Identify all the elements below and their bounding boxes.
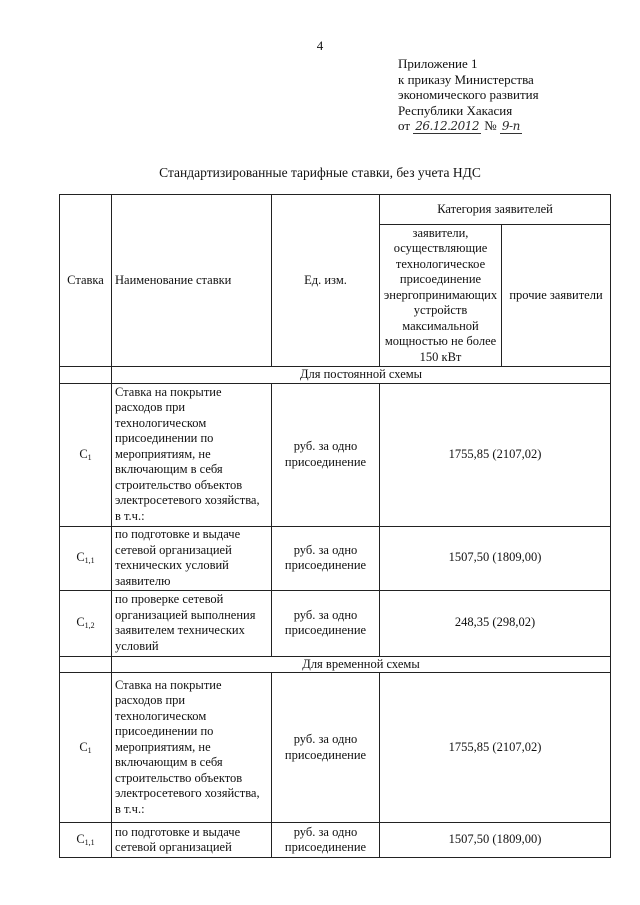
header-category: Категория заявителей [380,195,611,225]
appendix-line-1: Приложение 1 [398,56,478,71]
table-row [60,590,611,656]
table-row [60,673,611,823]
rate-code: $C_{1,2}$ [60,590,112,656]
section-spacer [60,656,112,673]
rate-code: $C_{1,1}$ [60,823,112,858]
appendix-line-4: Республики Хакасия [398,102,513,118]
section-spacer [60,367,112,384]
rate-unit: руб. за одно присоединение [272,823,380,858]
rate-name: по проверке сетевой организацией выполнения заявителем технических условий [112,590,272,656]
appendix-line-3: экономического развития [398,87,539,102]
rate-value: 1755,85 (2107,02) [380,383,611,526]
number-prefix: № [484,118,497,133]
section-row [60,367,611,384]
section-row [60,656,611,673]
header-unit: Ед. изм. [272,195,380,367]
header-rate: Ставка [60,195,112,367]
rate-value: 1507,50 (1809,00) [380,526,611,590]
rate-name: Ставка на покрытие расходов при технологическом присоединении по мероприятиям, не включающим в себя строительство объектов электросетевого хозяйства, в т.ч.: [112,383,272,526]
table-header-row [60,195,611,225]
header-name: Наименование ставки [112,195,272,367]
appendix-date-line [398,118,539,135]
table-row [60,526,611,590]
rate-unit: руб. за одно присоединение [272,590,380,656]
rate-value: 1755,85 (2107,02) [380,673,611,823]
appendix-block [398,56,539,135]
page-number: 4 [316,38,324,53]
rate-name: по подготовке и выдаче сетевой организацией [112,823,272,858]
rate-value: 1507,50 (1809,00) [380,823,611,858]
rate-code: $C_{1,1}$ [60,526,112,590]
table-row [60,383,611,526]
appendix-line-2: к приказу Министерства [398,71,534,87]
rate-unit: руб. за одно присоединение [272,383,380,526]
rate-unit: руб. за одно присоединение [272,673,380,823]
document-title: Стандартизированные тарифные ставки, без учета НДС [159,165,481,180]
rates-table [59,194,611,858]
rate-code: $C_1$ [60,383,112,526]
section-title: Для временной схемы [112,656,611,673]
rate-name: по подготовке и выдаче сетевой организацией технических условий заявителю [112,526,272,590]
rate-value: 248,35 (298,02) [380,590,611,656]
handwritten-number: 9-п [501,119,520,133]
section-title: Для постоянной схемы [112,367,611,384]
header-category-other: прочие заявители [502,225,611,367]
rate-name: Ставка на покрытие расходов при технологическом присоединении по мероприятиям, не включающим в себя строительство объектов электросетевого хозяйства, в т.ч.: [112,673,272,823]
table-row [60,823,611,858]
rate-unit: руб. за одно присоединение [272,526,380,590]
header-category-small: заявители, осуществляющие технологическое присоединение энергопринимающих устройств максимальной мощностью не более 150 кВт [380,225,502,367]
date-prefix: от [398,118,411,133]
handwritten-date: 26.12.2012 [415,119,479,133]
rate-code: $C_1$ [60,673,112,823]
